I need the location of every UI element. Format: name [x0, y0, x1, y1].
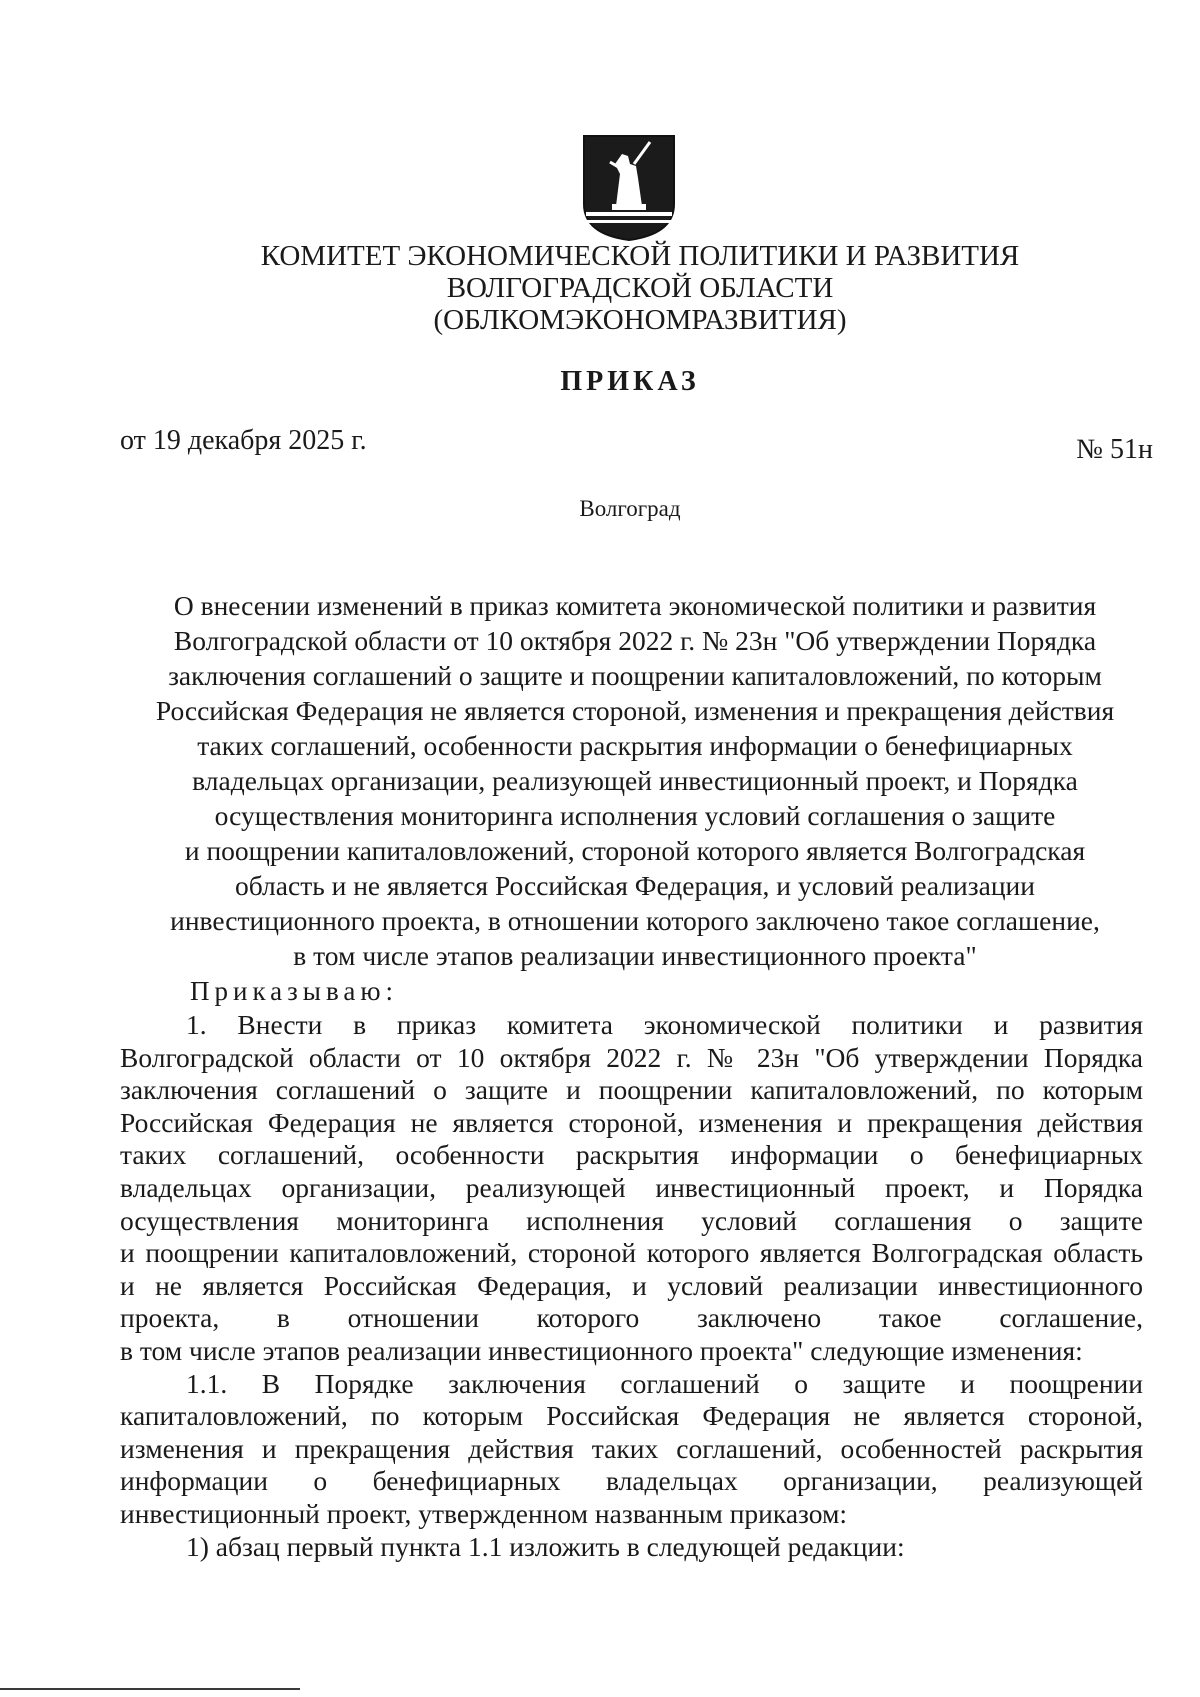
body-line: инвестиционный проект, утвержденном названным приказом: — [120, 1497, 848, 1529]
body-line: 1. Внести в приказ комитета экономической политики и развития — [186, 1009, 1143, 1040]
body-line: таких соглашений, особенности раскрытия информации о бенефициарных — [120, 1139, 1143, 1171]
body-line: Волгоградской области от 10 октября 2022 г. № 23н "Об утверждении Порядка — [120, 1041, 1143, 1073]
document-body — [120, 1009, 1143, 1563]
volgograd-coat-of-arms-icon — [570, 134, 688, 242]
body-line: Российская Федерация не является стороной, изменения и прекращения действия — [120, 1106, 1143, 1138]
body-line: капиталовложений, по которым Российская Федерация не является стороной, — [120, 1400, 1143, 1432]
body-line: заключения соглашений о защите и поощрении капиталовложений, по которым — [120, 1074, 1143, 1106]
subject-line: владельцах организации, реализующей инвестиционный проект, и Порядка — [192, 765, 1078, 796]
subject-line: О внесении изменений в приказ комитета экономической политики и развития — [173, 590, 1097, 621]
body-line: владельцах организации, реализующей инвестиционный проект, и Порядка — [120, 1171, 1143, 1203]
subject-line: Российская Федерация не является стороной, изменения и прекращения действия — [155, 695, 1115, 726]
subject-line: заключения соглашений о защите и поощрении капиталовложений, по которым — [168, 660, 1102, 691]
document-subject — [130, 588, 1140, 973]
subject-line: осуществления мониторинга исполнения условий соглашения о защите — [214, 800, 1056, 831]
subject-line: область и не является Российская Федерация, и условий реализации — [235, 870, 1035, 901]
body-line: и не является Российская Федерация, и условий реализации инвестиционного — [120, 1269, 1143, 1301]
document-city: Волгоград — [579, 496, 681, 521]
organization-name — [200, 240, 1080, 336]
order-verb: Приказываю: — [190, 976, 398, 1006]
body-line: проекта, в отношении которого заключено такое соглашение, — [120, 1302, 1143, 1334]
body-line: 1) абзац первый пункта 1.1 изложить в следующей редакции: — [186, 1530, 905, 1562]
scan-edge-line — [0, 1688, 300, 1690]
body-line: в том числе этапов реализации инвестиционного проекта" следующие изменения: — [120, 1334, 1083, 1366]
org-line-2: ВОЛГОГРАДСКОЙ ОБЛАСТИ — [446, 272, 834, 304]
body-line: изменения и прекращения действия таких соглашений, особенностей раскрытия — [120, 1432, 1143, 1464]
body-line: осуществления мониторинга исполнения условий соглашения о защите — [120, 1204, 1143, 1236]
body-line: 1.1. В Порядке заключения соглашений о защите и поощрении — [186, 1367, 1143, 1399]
document-date: от 19 декабря 2025 г. — [120, 425, 367, 456]
subject-line: и поощрении капиталовложений, стороной которого является Волгоградская — [184, 835, 1086, 866]
subject-line: в том числе этапов реализации инвестиционного проекта" — [293, 940, 977, 971]
document-type-title: ПРИКАЗ — [560, 366, 700, 397]
org-line-1: КОМИТЕТ ЭКОНОМИЧЕСКОЙ ПОЛИТИКИ И РАЗВИТИЯ — [260, 240, 1020, 272]
document-number: № 51н — [1076, 434, 1153, 465]
subject-line: инвестиционного проекта, в отношении которого заключено такое соглашение, — [170, 905, 1100, 936]
subject-line: Волгоградской области от 10 октября 2022 г. № 23н "Об утверждении Порядка — [173, 625, 1097, 656]
subject-line: таких соглашений, особенности раскрытия информации о бенефициарных — [197, 730, 1073, 761]
org-line-3: (ОБЛКОМЭКОНОМРАЗВИТИЯ) — [433, 304, 847, 336]
body-line: информации о бенефициарных владельцах организации, реализующей — [120, 1465, 1143, 1497]
body-line: и поощрении капиталовложений, стороной которого является Волгоградская область — [120, 1237, 1143, 1269]
